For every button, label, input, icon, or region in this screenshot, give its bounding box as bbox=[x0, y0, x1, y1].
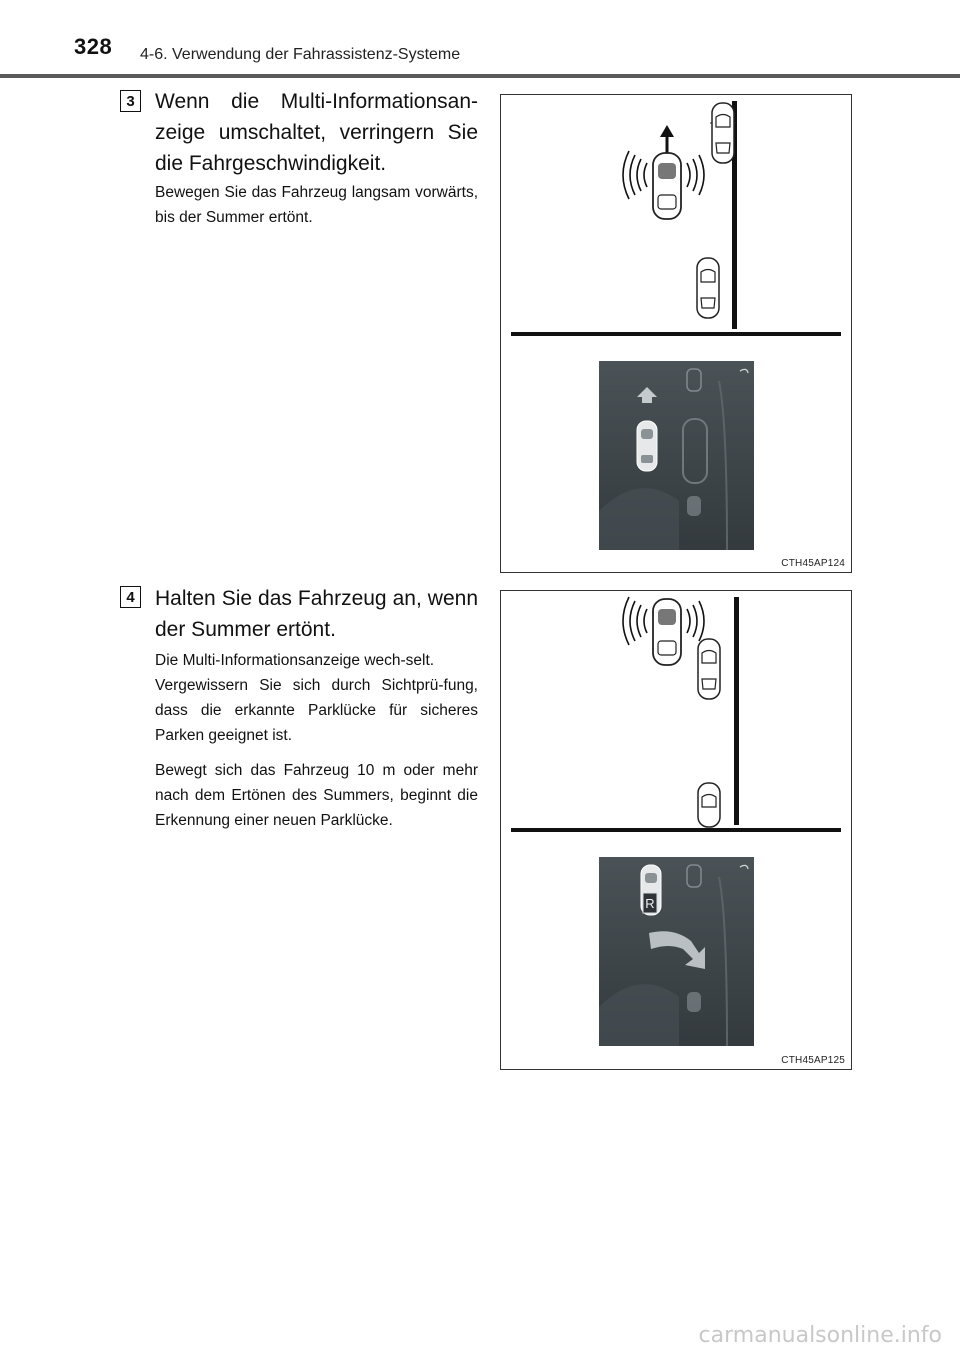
parked-car-icon bbox=[697, 258, 719, 318]
page-number: 328 bbox=[74, 34, 113, 59]
parked-car-icon bbox=[710, 103, 736, 163]
heading-line: Wenn die Multi-Informationsan- bbox=[155, 90, 478, 113]
parking-illustration bbox=[501, 95, 852, 573]
step-4-heading bbox=[155, 583, 478, 645]
figure-divider bbox=[511, 828, 841, 832]
heading-line: die Fahrgeschwindigkeit. bbox=[155, 152, 387, 175]
parking-illustration bbox=[501, 591, 852, 1070]
figure-code: CTH45AP125 bbox=[781, 1055, 845, 1066]
gear-label: R bbox=[645, 896, 655, 911]
step-4-paragraph: Bewegt sich das Fahrzeug 10 m oder mehr nach dem Ertönen des Summers, beginnt die Erkennung einer neuen Parklücke. bbox=[155, 762, 478, 829]
step-4-body bbox=[155, 648, 478, 843]
own-car-icon bbox=[653, 599, 681, 665]
section-title: 4-6. Verwendung der Fahrassistenz-Systeme bbox=[140, 46, 461, 63]
header-divider bbox=[0, 74, 960, 78]
heading-line: der Summer ertönt. bbox=[155, 618, 336, 641]
figure-step-3 bbox=[500, 94, 852, 573]
heading-line: zeige umschaltet, verringern Sie bbox=[155, 121, 478, 144]
figure-code: CTH45AP124 bbox=[781, 558, 845, 569]
parked-car-icon bbox=[698, 783, 720, 827]
step-3-paragraph: Bewegen Sie das Fahrzeug langsam vorwärts, bis der Summer ertönt. bbox=[155, 184, 478, 226]
own-car-icon bbox=[653, 153, 681, 219]
forward-arrow-icon bbox=[660, 125, 674, 155]
step-4-paragraph: Vergewissern Sie sich durch Sichtprü-fung, dass die erkannte Parklücke für sicheres Parken geeignet ist. bbox=[155, 677, 478, 744]
curb-line bbox=[734, 597, 739, 825]
watermark: carmanualsonline.info bbox=[698, 1323, 942, 1348]
parked-car-icon bbox=[698, 639, 720, 699]
multi-information-display bbox=[599, 361, 754, 550]
step-4-paragraph: Die Multi-Informationsanzeige wech-selt. bbox=[155, 652, 435, 669]
multi-information-display bbox=[599, 857, 754, 1046]
step-4-badge: 4 bbox=[120, 586, 141, 608]
page-header bbox=[0, 0, 960, 80]
figure-step-4 bbox=[500, 590, 852, 1070]
step-3-heading bbox=[155, 86, 478, 179]
step-3-badge: 3 bbox=[120, 90, 141, 112]
figure-divider bbox=[511, 332, 841, 336]
step-3-body bbox=[155, 180, 478, 240]
heading-line: Halten Sie das Fahrzeug an, wenn bbox=[155, 587, 478, 610]
